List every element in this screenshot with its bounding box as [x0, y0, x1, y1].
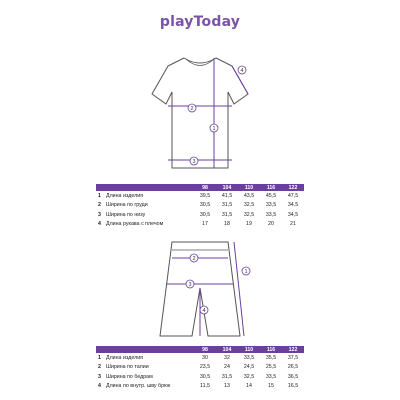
shorts-marker-3 [186, 280, 194, 288]
tshirt-marker-1 [210, 124, 218, 132]
table-row: 1 Длина изделия 30 32 33,5 35,5 37,5 [98, 354, 299, 361]
tshirt-outline [152, 58, 248, 168]
tshirt-diagram [0, 48, 400, 178]
svg-text:3: 3 [188, 282, 192, 288]
tshirt-size-table [96, 184, 304, 229]
svg-text:2: 2 [190, 106, 194, 112]
tshirt-marker-2 [188, 104, 196, 112]
table-row: 4 Длина рукава с плечом 17 18 19 20 21 [98, 221, 296, 228]
tshirt-size-header: 98 104 110 116 122 [96, 184, 304, 191]
shorts-size-table [96, 346, 304, 391]
table-row: 2 Ширина по талии 23,5 24 24,5 25,5 26,5 [98, 364, 299, 371]
table-row: 3 Ширина по низу 30,5 31,5 32,5 33,5 34,5 [98, 211, 299, 218]
tshirt-marker-3 [190, 157, 198, 165]
svg-text:2: 2 [192, 256, 196, 262]
shorts-diagram [0, 238, 400, 346]
table-row: 4 Длина по внутр. шву брюк 11,5 13 14 15 16,5 [98, 383, 299, 390]
svg-text:1: 1 [212, 126, 216, 132]
svg-text:1: 1 [244, 269, 248, 275]
svg-text:3: 3 [192, 159, 196, 165]
shorts-size-header: 98 104 110 116 122 [96, 346, 304, 353]
shorts-marker-1 [242, 267, 250, 275]
table-row: 1 Длина изделия 39,5 41,5 43,5 45,5 47,5 [98, 192, 299, 199]
tshirt-marker-4 [238, 66, 246, 74]
table-row: 2 Ширина по груди 30,5 31,5 32,5 33,5 34,5 [98, 202, 299, 209]
svg-text:4: 4 [240, 68, 244, 74]
shorts-marker-2 [190, 254, 198, 262]
table-row: 3 Ширина по бедрам 30,5 31,5 32,5 33,5 36,5 [98, 373, 299, 380]
svg-text:4: 4 [202, 308, 206, 314]
shorts-marker-4 [200, 306, 208, 314]
brand-logo: playToday [159, 14, 241, 30]
